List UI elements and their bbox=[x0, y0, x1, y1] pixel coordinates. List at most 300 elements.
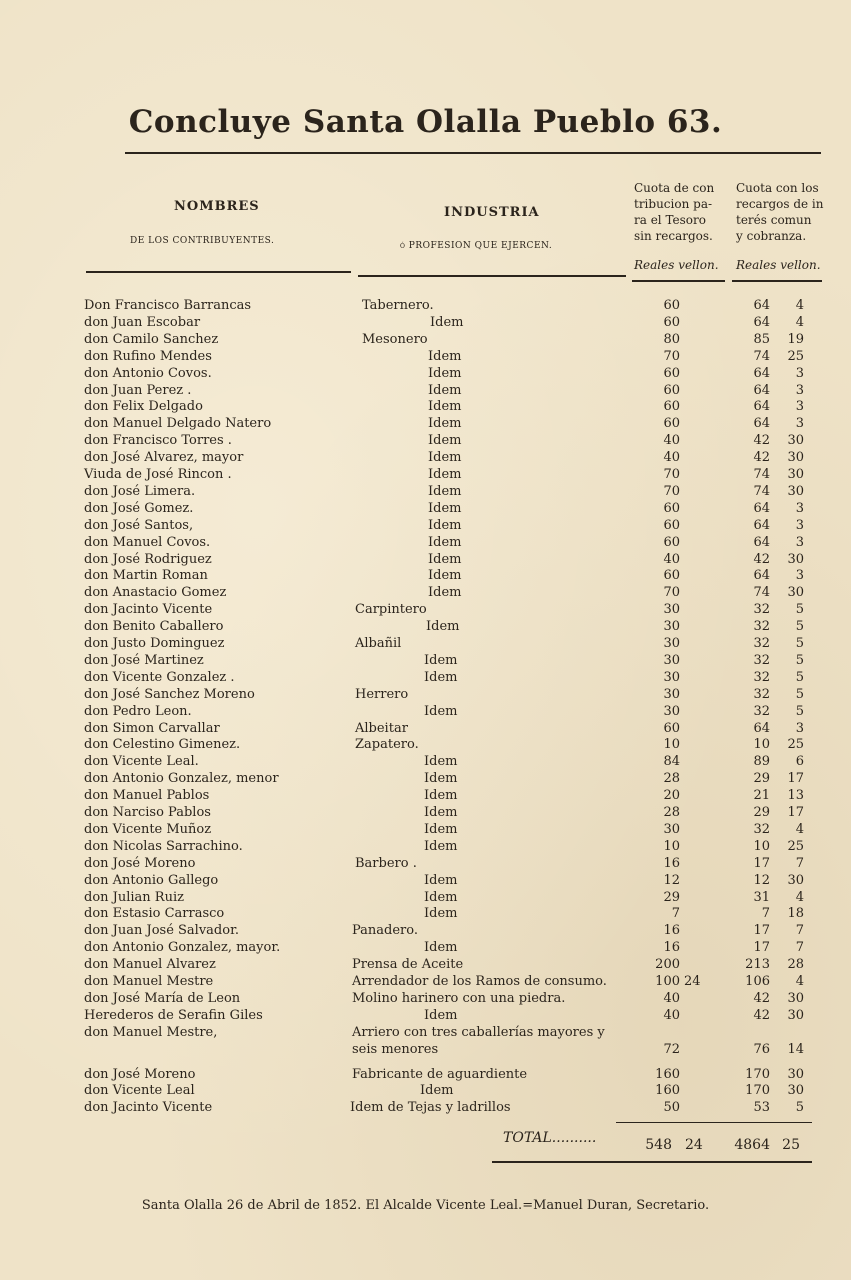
table-row bbox=[0, 1082, 851, 1099]
table-row bbox=[0, 990, 851, 1007]
contributor-name: don Narciso Pablos bbox=[84, 805, 211, 820]
table-row bbox=[0, 1066, 851, 1083]
table-row bbox=[0, 500, 851, 517]
cuota-con-recargos: 10 bbox=[753, 838, 770, 854]
cuota-sin-recargos: 30 bbox=[663, 602, 680, 618]
contributor-name: don Pedro Leon. bbox=[84, 703, 192, 719]
cuota-con-recargos: 74 bbox=[753, 467, 770, 482]
recargos-cents: 3 bbox=[795, 517, 804, 533]
industry: Fabricante de aguardiente bbox=[352, 1066, 528, 1082]
industry: seis menores bbox=[352, 1041, 439, 1057]
table-row bbox=[0, 922, 851, 939]
industry: Arrendador de los Ramos de consumo. bbox=[352, 974, 607, 989]
cuota-sin-recargos: 30 bbox=[663, 686, 680, 702]
cuota-sin-recargos: 16 bbox=[663, 855, 680, 871]
total-recargos: 4864 bbox=[734, 1137, 770, 1153]
header-recargos-1: Cuota con los bbox=[736, 181, 819, 195]
contributor-name: don José María de Leon bbox=[84, 990, 241, 1006]
recargos-cents: 3 bbox=[795, 568, 804, 584]
cuota-sin-recargos: 50 bbox=[663, 1100, 680, 1116]
industry: Idem bbox=[428, 382, 462, 398]
contributor-name: don Julian Ruiz bbox=[84, 889, 184, 905]
recargos-cents: 5 bbox=[795, 602, 804, 618]
page-title: Concluye Santa Olalla Pueblo 63. bbox=[128, 104, 723, 140]
header-recargos-4: y cobranza. bbox=[736, 229, 807, 243]
header-recargos-3: terés comun bbox=[736, 213, 812, 227]
industry: Panadero. bbox=[352, 923, 418, 939]
industry: Idem bbox=[428, 500, 462, 516]
cuota-sin-recargos: 40 bbox=[663, 450, 680, 466]
cuota-con-recargos: 42 bbox=[753, 450, 770, 466]
cuota-sin-recargos: 30 bbox=[663, 636, 680, 651]
industry: Idem bbox=[428, 399, 462, 415]
contributor-name: don Celestino Gimenez. bbox=[84, 737, 241, 753]
cuota-con-recargos: 64 bbox=[753, 382, 770, 398]
recargos-cents: 30 bbox=[787, 433, 804, 449]
recargos-cents: 7 bbox=[795, 923, 804, 939]
industry: Idem bbox=[424, 788, 458, 804]
industry: Idem bbox=[424, 771, 458, 787]
cuota-con-recargos: 32 bbox=[753, 703, 770, 719]
title-rule bbox=[125, 152, 821, 154]
industry: Zapatero. bbox=[355, 737, 419, 753]
header-recargos-2: recargos de in bbox=[736, 197, 824, 211]
cuota-con-recargos: 31 bbox=[753, 889, 770, 905]
industry: Albeitar bbox=[355, 720, 408, 736]
contributor-name: don José Gomez. bbox=[84, 500, 194, 516]
cuota-con-recargos: 21 bbox=[753, 788, 770, 804]
table-row bbox=[0, 720, 851, 737]
cuota-con-recargos: 32 bbox=[753, 619, 770, 635]
header-industria-sub: ó PROFESION QUE EJERCEN. bbox=[400, 241, 553, 251]
contributor-name: don Jacinto Vicente bbox=[84, 602, 213, 618]
cuota-sin-recargos: 60 bbox=[663, 399, 680, 415]
table-row bbox=[0, 551, 851, 568]
recargos-cents: 19 bbox=[787, 331, 804, 347]
cuota-sin-recargos: 20 bbox=[663, 788, 680, 804]
cuota-sin-recargos: 60 bbox=[663, 500, 680, 516]
recargos-cents: 4 bbox=[795, 974, 804, 989]
cuota-sin-recargos: 7 bbox=[671, 906, 680, 922]
contributor-name: don Vicente Leal bbox=[84, 1083, 195, 1099]
table-row bbox=[0, 1024, 851, 1041]
table-row bbox=[0, 483, 851, 500]
recargos-cents: 5 bbox=[795, 669, 804, 685]
footer-signature-line: Santa Olalla 26 de Abril de 1852. El Alcalde Vicente Leal.=Manuel Duran, Secretario. bbox=[141, 1198, 710, 1213]
recargos-cents: 30 bbox=[787, 990, 804, 1006]
cuota-con-recargos: 64 bbox=[753, 399, 770, 415]
table-row bbox=[0, 449, 851, 466]
recargos-cents: 18 bbox=[787, 906, 804, 922]
header-nombres: NOMBRES bbox=[174, 199, 260, 214]
cuota-sin-recargos: 10 bbox=[663, 737, 680, 753]
cuota-con-recargos: 64 bbox=[753, 298, 770, 313]
industry: Idem bbox=[428, 534, 462, 550]
industry: Idem bbox=[424, 805, 458, 820]
table-row bbox=[0, 787, 851, 804]
cuota-con-recargos: 32 bbox=[753, 821, 770, 837]
industry: Idem bbox=[428, 416, 462, 432]
recargos-cents: 3 bbox=[795, 399, 804, 415]
cuota-con-recargos: 32 bbox=[753, 602, 770, 618]
cuota-sin-recargos: 28 bbox=[663, 771, 680, 787]
cuota-con-recargos: 64 bbox=[753, 365, 770, 381]
cuota-sin-recargos: 12 bbox=[663, 872, 680, 888]
cuota-con-recargos: 53 bbox=[753, 1100, 770, 1116]
cuota-con-recargos: 64 bbox=[753, 416, 770, 432]
table-row bbox=[0, 686, 851, 703]
industry: Idem bbox=[428, 551, 462, 567]
recargos-cents: 4 bbox=[795, 889, 804, 905]
total-bottom-rule bbox=[492, 1161, 812, 1163]
industry: Idem bbox=[430, 314, 464, 330]
contributor-name: don Benito Caballero bbox=[84, 619, 224, 635]
cuota-con-recargos: 32 bbox=[753, 669, 770, 685]
cuota-sin-recargos: 60 bbox=[663, 298, 680, 313]
cuota-sin-recargos: 30 bbox=[663, 821, 680, 837]
cuota-con-recargos: 76 bbox=[753, 1041, 770, 1057]
table-row bbox=[0, 1099, 851, 1116]
cuota-sin-recargos: 30 bbox=[663, 652, 680, 668]
industry: Idem bbox=[424, 940, 458, 956]
cuota-sin-recargos: 30 bbox=[663, 669, 680, 685]
industry: Molino harinero con una piedra. bbox=[352, 990, 566, 1006]
cuota-sin-recargos: 40 bbox=[663, 433, 680, 449]
cuota-con-recargos: 64 bbox=[753, 500, 770, 516]
contributor-name: don Justo Dominguez bbox=[84, 636, 225, 651]
cuota-sin-recargos: 80 bbox=[663, 331, 680, 347]
contributor-name: don Juan Escobar bbox=[84, 314, 201, 330]
cuota-sin-recargos: 70 bbox=[663, 483, 680, 499]
cuota-sin-recargos: 72 bbox=[663, 1041, 680, 1057]
recargos-cents: 7 bbox=[795, 855, 804, 871]
cuota-con-recargos: 32 bbox=[753, 686, 770, 702]
table-row bbox=[0, 905, 851, 922]
contributor-name: don Anastacio Gomez bbox=[84, 585, 227, 601]
cuota-con-recargos: 74 bbox=[753, 585, 770, 601]
table-row bbox=[0, 567, 851, 584]
recargos-cents: 30 bbox=[787, 585, 804, 601]
total-top-rule bbox=[616, 1122, 812, 1123]
contributor-name: don Rufino Mendes bbox=[84, 348, 212, 364]
contributor-name: don Manuel Mestre bbox=[84, 974, 214, 989]
recargos-cents: 25 bbox=[787, 737, 804, 753]
industry: Idem bbox=[424, 652, 458, 668]
contributor-name: don José Santos, bbox=[84, 517, 194, 533]
table-row bbox=[0, 398, 851, 415]
cuota-con-recargos: 29 bbox=[753, 805, 770, 820]
cuota-cents: 24 bbox=[684, 974, 701, 989]
contributor-name: don Camilo Sanchez bbox=[84, 331, 219, 347]
recargos-cents: 3 bbox=[795, 382, 804, 398]
cuota-sin-recargos: 60 bbox=[663, 568, 680, 584]
cuota-con-recargos: 64 bbox=[753, 534, 770, 550]
contributor-name: don José Moreno bbox=[84, 855, 196, 871]
table-row bbox=[0, 804, 851, 821]
contributor-name: don José Moreno bbox=[84, 1066, 196, 1082]
table-row bbox=[0, 348, 851, 365]
cuota-con-recargos: 74 bbox=[753, 483, 770, 499]
recargos-cents: 3 bbox=[795, 720, 804, 736]
header-cuota-4: sin recargos. bbox=[634, 229, 713, 243]
industry: Idem bbox=[428, 467, 462, 482]
contributor-name: don Martin Roman bbox=[84, 568, 208, 584]
industry: Idem bbox=[424, 703, 458, 719]
recargos-cents: 17 bbox=[787, 805, 804, 820]
industry: Albañil bbox=[355, 636, 402, 651]
cuota-sin-recargos: 60 bbox=[663, 720, 680, 736]
table-row bbox=[0, 517, 851, 534]
contributor-name: Viuda de José Rincon . bbox=[84, 467, 232, 482]
cuota-con-recargos: 17 bbox=[753, 923, 770, 939]
table-row bbox=[0, 297, 851, 314]
industry: Idem bbox=[424, 821, 458, 837]
cuota-con-recargos: 64 bbox=[753, 568, 770, 584]
table-row bbox=[0, 770, 851, 787]
contributor-name: don Vicente Leal. bbox=[84, 754, 199, 770]
header-cuota-unit: Reales vellon. bbox=[634, 258, 719, 272]
cuota-sin-recargos: 29 bbox=[663, 889, 680, 905]
industry: Idem bbox=[428, 585, 462, 601]
cuota-sin-recargos: 60 bbox=[663, 416, 680, 432]
industry: Idem bbox=[424, 838, 458, 854]
industry: Carpintero bbox=[355, 602, 427, 618]
industry: Idem bbox=[424, 754, 458, 770]
table-row bbox=[0, 939, 851, 956]
recargos-cents: 30 bbox=[787, 551, 804, 567]
header-rule-industria bbox=[358, 275, 626, 277]
recargos-cents: 30 bbox=[787, 872, 804, 888]
cuota-sin-recargos: 60 bbox=[663, 517, 680, 533]
recargos-cents: 30 bbox=[787, 1066, 804, 1082]
cuota-con-recargos: 170 bbox=[745, 1066, 770, 1082]
table-row bbox=[0, 635, 851, 652]
cuota-sin-recargos: 70 bbox=[663, 348, 680, 364]
cuota-con-recargos: 42 bbox=[753, 433, 770, 449]
contributor-name: don Antonio Gallego bbox=[84, 872, 219, 888]
table-row bbox=[0, 601, 851, 618]
cuota-con-recargos: 213 bbox=[745, 957, 770, 973]
recargos-cents: 4 bbox=[795, 821, 804, 837]
recargos-cents: 4 bbox=[795, 298, 804, 313]
recargos-cents: 7 bbox=[795, 940, 804, 956]
cuota-sin-recargos: 84 bbox=[663, 754, 680, 770]
recargos-cents: 25 bbox=[787, 838, 804, 854]
contributor-name: don José Sanchez Moreno bbox=[84, 686, 255, 702]
contributor-name: don Antonio Covos. bbox=[84, 365, 212, 381]
recargos-cents: 30 bbox=[787, 483, 804, 499]
cuota-sin-recargos: 40 bbox=[663, 1007, 680, 1023]
industry: Idem bbox=[420, 1083, 454, 1099]
table-row bbox=[0, 534, 851, 551]
cuota-con-recargos: 42 bbox=[753, 990, 770, 1006]
recargos-cents: 3 bbox=[795, 534, 804, 550]
cuota-sin-recargos: 40 bbox=[663, 551, 680, 567]
recargos-cents: 30 bbox=[787, 467, 804, 482]
table-row bbox=[0, 331, 851, 348]
table-row bbox=[0, 973, 851, 990]
contributor-name: Herederos de Serafin Giles bbox=[84, 1007, 263, 1023]
cuota-con-recargos: 42 bbox=[753, 1007, 770, 1023]
industry: Prensa de Aceite bbox=[352, 957, 464, 973]
cuota-con-recargos: 42 bbox=[753, 551, 770, 567]
contributor-name: don Felix Delgado bbox=[84, 399, 203, 415]
industry: Idem bbox=[428, 348, 462, 364]
contributor-name: don José Rodriguez bbox=[84, 551, 212, 567]
cuota-sin-recargos: 16 bbox=[663, 923, 680, 939]
industry: Mesonero bbox=[362, 331, 428, 347]
table-row bbox=[0, 838, 851, 855]
contributor-name: don Simon Carvallar bbox=[84, 720, 220, 736]
contributor-name: don Antonio Gonzalez, mayor. bbox=[84, 940, 281, 956]
contributor-name: don Manuel Delgado Natero bbox=[84, 416, 272, 432]
header-cuota-2: tribucion pa- bbox=[634, 197, 713, 211]
recargos-cents: 5 bbox=[795, 619, 804, 635]
table-row bbox=[0, 889, 851, 906]
cuota-con-recargos: 32 bbox=[753, 652, 770, 668]
table-row bbox=[0, 669, 851, 686]
industry: Tabernero. bbox=[362, 298, 434, 313]
recargos-cents: 3 bbox=[795, 416, 804, 432]
contributor-name: don Manuel Mestre, bbox=[84, 1024, 218, 1040]
cuota-sin-recargos: 70 bbox=[663, 467, 680, 482]
cuota-sin-recargos: 60 bbox=[663, 365, 680, 381]
cuota-con-recargos: 64 bbox=[753, 720, 770, 736]
table-row bbox=[0, 1041, 851, 1058]
industry: Idem bbox=[424, 889, 458, 905]
cuota-sin-recargos: 28 bbox=[663, 805, 680, 820]
cuota-con-recargos: 29 bbox=[753, 771, 770, 787]
cuota-con-recargos: 32 bbox=[753, 636, 770, 651]
table-row bbox=[0, 584, 851, 601]
industry: Idem bbox=[428, 433, 462, 449]
recargos-cents: 5 bbox=[795, 703, 804, 719]
table-row bbox=[0, 314, 851, 331]
cuota-sin-recargos: 30 bbox=[663, 703, 680, 719]
cuota-sin-recargos: 60 bbox=[663, 314, 680, 330]
header-industria: INDUSTRIA bbox=[444, 205, 540, 220]
cuota-con-recargos: 74 bbox=[753, 348, 770, 364]
total-label: TOTAL.......... bbox=[503, 1130, 597, 1146]
recargos-cents: 30 bbox=[787, 1007, 804, 1023]
table-row bbox=[0, 432, 851, 449]
recargos-cents: 5 bbox=[795, 652, 804, 668]
cuota-con-recargos: 17 bbox=[753, 940, 770, 956]
recargos-cents: 3 bbox=[795, 500, 804, 516]
cuota-con-recargos: 64 bbox=[753, 314, 770, 330]
cuota-con-recargos: 89 bbox=[753, 754, 770, 770]
industry: Idem bbox=[424, 906, 458, 922]
industry: Idem de Tejas y ladrillos bbox=[350, 1100, 511, 1116]
industry: Idem bbox=[424, 1007, 458, 1023]
recargos-cents: 5 bbox=[795, 1100, 804, 1116]
recargos-cents: 25 bbox=[787, 348, 804, 364]
table-row bbox=[0, 382, 851, 399]
contributor-name: don Jacinto Vicente bbox=[84, 1100, 213, 1116]
recargos-cents: 3 bbox=[795, 365, 804, 381]
recargos-cents: 5 bbox=[795, 636, 804, 651]
total-cuota-cents: 24 bbox=[685, 1137, 703, 1153]
table-row bbox=[0, 703, 851, 720]
table-row bbox=[0, 365, 851, 382]
cuota-con-recargos: 85 bbox=[753, 331, 770, 347]
total-recargos-cents: 25 bbox=[782, 1137, 800, 1153]
header-rule-nombres bbox=[86, 271, 351, 273]
recargos-cents: 17 bbox=[787, 771, 804, 787]
industry: Idem bbox=[424, 872, 458, 888]
table-row bbox=[0, 736, 851, 753]
recargos-cents: 30 bbox=[787, 1083, 804, 1099]
industry: Idem bbox=[424, 669, 458, 685]
contributor-name: don Vicente Muñoz bbox=[84, 821, 212, 837]
cuota-sin-recargos: 60 bbox=[663, 534, 680, 550]
table-row bbox=[0, 753, 851, 770]
cuota-sin-recargos: 60 bbox=[663, 382, 680, 398]
header-rule-cuota bbox=[632, 280, 725, 282]
contributor-name: don José Limera. bbox=[84, 483, 196, 499]
industry: Idem bbox=[428, 450, 462, 466]
industry: Arriero con tres caballerías mayores y bbox=[352, 1024, 605, 1040]
recargos-cents: 13 bbox=[787, 788, 804, 804]
contributor-name: don Francisco Torres . bbox=[84, 433, 232, 449]
table-row bbox=[0, 821, 851, 838]
cuota-sin-recargos: 40 bbox=[663, 990, 680, 1006]
cuota-sin-recargos: 200 bbox=[655, 957, 680, 973]
header-recargos-unit: Reales vellon. bbox=[736, 258, 821, 272]
contributor-name: don José Martinez bbox=[84, 652, 204, 668]
cuota-sin-recargos: 16 bbox=[663, 940, 680, 956]
cuota-con-recargos: 170 bbox=[745, 1083, 770, 1099]
contributor-name: don Juan Perez . bbox=[84, 382, 192, 398]
table-row bbox=[0, 1007, 851, 1024]
contributor-name: Don Francisco Barrancas bbox=[84, 298, 252, 313]
cuota-sin-recargos: 70 bbox=[663, 585, 680, 601]
cuota-con-recargos: 7 bbox=[761, 906, 770, 922]
recargos-cents: 28 bbox=[787, 957, 804, 973]
contributor-name: don Vicente Gonzalez . bbox=[84, 669, 235, 685]
recargos-cents: 4 bbox=[795, 314, 804, 330]
industry: Herrero bbox=[355, 686, 409, 702]
cuota-sin-recargos: 100 bbox=[655, 974, 680, 989]
cuota-con-recargos: 17 bbox=[753, 855, 770, 871]
cuota-sin-recargos: 30 bbox=[663, 619, 680, 635]
contributor-name: don Manuel Pablos bbox=[84, 788, 210, 804]
recargos-cents: 30 bbox=[787, 450, 804, 466]
contributor-name: don Antonio Gonzalez, menor bbox=[84, 771, 279, 787]
cuota-con-recargos: 12 bbox=[753, 872, 770, 888]
header-cuota-3: ra el Tesoro bbox=[634, 213, 706, 227]
contributor-name: don José Alvarez, mayor bbox=[84, 450, 244, 466]
table-row bbox=[0, 652, 851, 669]
header-nombres-sub: DE LOS CONTRIBUYENTES. bbox=[130, 236, 275, 246]
cuota-con-recargos: 64 bbox=[753, 517, 770, 533]
recargos-cents: 5 bbox=[795, 686, 804, 702]
industry: Idem bbox=[428, 483, 462, 499]
table-row bbox=[0, 956, 851, 973]
table-row bbox=[0, 872, 851, 889]
contributor-name: don Juan José Salvador. bbox=[84, 923, 240, 939]
recargos-cents: 6 bbox=[795, 754, 804, 770]
cuota-sin-recargos: 10 bbox=[663, 838, 680, 854]
industry: Idem bbox=[428, 568, 462, 584]
recargos-cents: 14 bbox=[787, 1041, 804, 1057]
industry: Idem bbox=[428, 517, 462, 533]
industry: Barbero . bbox=[355, 855, 417, 871]
cuota-con-recargos: 10 bbox=[753, 737, 770, 753]
table-row bbox=[0, 618, 851, 635]
industry: Idem bbox=[426, 619, 460, 635]
contributor-name: don Nicolas Sarrachino. bbox=[84, 838, 243, 854]
